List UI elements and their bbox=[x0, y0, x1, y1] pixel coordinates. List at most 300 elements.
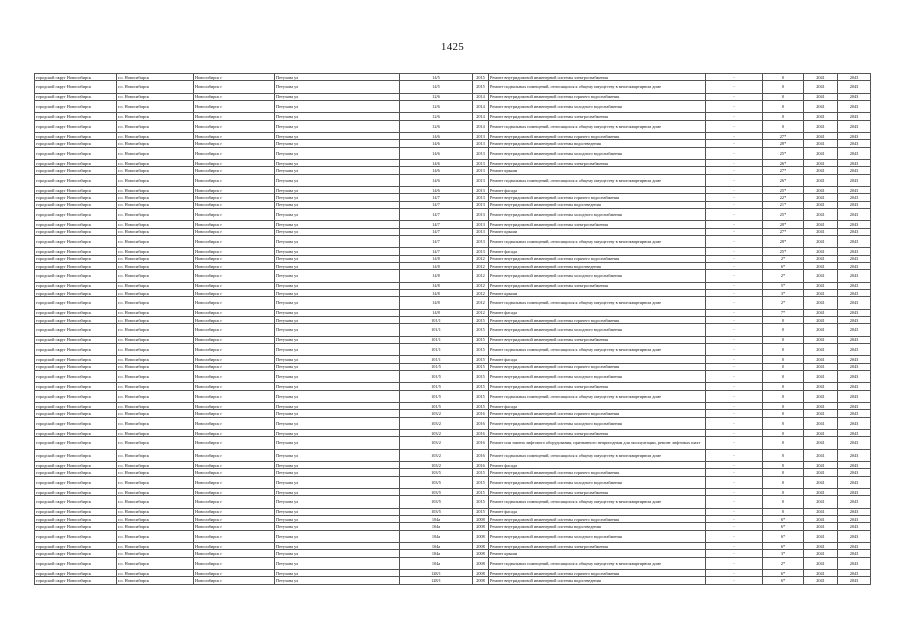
build-year-cell: 2015 bbox=[473, 356, 489, 363]
locality-cell: г.о. Новосибирск bbox=[117, 550, 194, 557]
value-cell: 0 bbox=[763, 390, 804, 402]
value-cell: 0 bbox=[763, 93, 804, 100]
district-cell: городской округ Новосибирск bbox=[35, 208, 117, 220]
work-type-cell: Ремонт внутридомовой инженерной системы электроснабжения bbox=[489, 113, 706, 120]
street-cell: Петухова ул bbox=[275, 417, 400, 429]
locality-cell: г.о. Новосибирск bbox=[117, 356, 194, 363]
locality-cell: г.о. Новосибирск bbox=[117, 410, 194, 417]
period-start-cell: 2041 bbox=[804, 74, 838, 81]
value-cell: 5* bbox=[763, 282, 804, 289]
house-cell: 14/6 bbox=[400, 167, 473, 174]
district-cell: городской округ Новосибирск bbox=[35, 201, 117, 208]
locality-cell: г.о. Новосибирск bbox=[117, 255, 194, 262]
house-cell: 104а bbox=[400, 530, 473, 542]
period-end-cell: 2043 bbox=[838, 228, 871, 235]
period-start-cell: 2041 bbox=[804, 476, 838, 488]
locality-cell: г.о. Новосибирск bbox=[117, 133, 194, 140]
district-cell: городской округ Новосибирск bbox=[35, 147, 117, 159]
work-type-cell: Ремонт подвальных помещений, относящихся к общему имуществу в многоквартирном доме bbox=[489, 343, 706, 355]
table-row bbox=[35, 542, 871, 549]
period-start-cell: 2041 bbox=[804, 569, 838, 576]
district-cell: городской округ Новосибирск bbox=[35, 542, 117, 549]
city-cell: Новосибирск г bbox=[194, 542, 275, 549]
city-cell: Новосибирск г bbox=[194, 74, 275, 81]
dash-cell: - bbox=[706, 133, 763, 140]
district-cell: городской округ Новосибирск bbox=[35, 417, 117, 429]
work-type-cell: Ремонт крыши bbox=[489, 550, 706, 557]
work-type-cell: Ремонт внутридомовой инженерной системы электроснабжения bbox=[489, 336, 706, 343]
period-start-cell: 2041 bbox=[804, 235, 838, 247]
locality-cell: г.о. Новосибирск bbox=[117, 324, 194, 336]
locality-cell: г.о. Новосибирск bbox=[117, 297, 194, 309]
build-year-cell: 2016 bbox=[473, 429, 489, 436]
locality-cell: г.о. Новосибирск bbox=[117, 248, 194, 255]
build-year-cell: 2013 bbox=[473, 248, 489, 255]
city-cell: Новосибирск г bbox=[194, 496, 275, 508]
table-row bbox=[35, 530, 871, 542]
work-type-cell: Ремонт внутридомовой инженерной системы горячего водоснабжения bbox=[489, 93, 706, 100]
period-end-cell: 2043 bbox=[838, 557, 871, 569]
city-cell: Новосибирск г bbox=[194, 140, 275, 147]
city-cell: Новосибирск г bbox=[194, 208, 275, 220]
value-cell: 3* bbox=[763, 289, 804, 296]
value-cell: 0 bbox=[763, 316, 804, 323]
street-cell: Петухова ул bbox=[275, 297, 400, 309]
work-type-cell: Ремонт внутридомовой инженерной системы горячего водоснабжения bbox=[489, 515, 706, 522]
house-cell: 103/5 bbox=[400, 476, 473, 488]
district-cell: городской округ Новосибирск bbox=[35, 363, 117, 370]
work-type-cell: Ремонт подвальных помещений, относящихся к общему имуществу в многоквартирном доме bbox=[489, 449, 706, 461]
dash-cell: - bbox=[706, 93, 763, 100]
table-row bbox=[35, 449, 871, 461]
street-cell: Петухова ул bbox=[275, 363, 400, 370]
city-cell: Новосибирск г bbox=[194, 523, 275, 530]
work-type-cell: Ремонт крыши bbox=[489, 167, 706, 174]
city-cell: Новосибирск г bbox=[194, 81, 275, 93]
period-start-cell: 2041 bbox=[804, 449, 838, 461]
build-year-cell: 2015 bbox=[473, 74, 489, 81]
district-cell: городской округ Новосибирск bbox=[35, 508, 117, 515]
house-cell: 101/5 bbox=[400, 363, 473, 370]
period-start-cell: 2041 bbox=[804, 515, 838, 522]
street-cell: Петухова ул bbox=[275, 550, 400, 557]
dash-cell: - bbox=[706, 100, 763, 112]
work-type-cell: Ремонт внутридомовой инженерной системы горячего водоснабжения bbox=[489, 410, 706, 417]
value-cell: 6* bbox=[763, 515, 804, 522]
house-cell: 14/6 bbox=[400, 147, 473, 159]
work-type-cell: Ремонт внутридомовой инженерной системы холодного водоснабжения bbox=[489, 208, 706, 220]
locality-cell: г.о. Новосибирск bbox=[117, 201, 194, 208]
dash-cell: - bbox=[706, 402, 763, 409]
work-type-cell: Ремонт внутридомовой инженерной системы водоотведения bbox=[489, 577, 706, 584]
street-cell: Петухова ул bbox=[275, 390, 400, 402]
period-start-cell: 2041 bbox=[804, 262, 838, 269]
period-start-cell: 2041 bbox=[804, 113, 838, 120]
value-cell: 6* bbox=[763, 262, 804, 269]
dash-cell: - bbox=[706, 437, 763, 449]
period-start-cell: 2041 bbox=[804, 221, 838, 228]
period-start-cell: 2041 bbox=[804, 363, 838, 370]
street-cell: Петухова ул bbox=[275, 410, 400, 417]
build-year-cell: 2013 bbox=[473, 187, 489, 194]
period-start-cell: 2041 bbox=[804, 208, 838, 220]
city-cell: Новосибирск г bbox=[194, 160, 275, 167]
city-cell: Новосибирск г bbox=[194, 255, 275, 262]
work-type-cell: Ремонт внутридомовой инженерной системы холодного водоснабжения bbox=[489, 417, 706, 429]
value-cell: 6* bbox=[763, 530, 804, 542]
district-cell: городской округ Новосибирск bbox=[35, 140, 117, 147]
dash-cell: - bbox=[706, 262, 763, 269]
period-start-cell: 2041 bbox=[804, 194, 838, 201]
period-end-cell: 2043 bbox=[838, 316, 871, 323]
build-year-cell: 2015 bbox=[473, 390, 489, 402]
period-end-cell: 2043 bbox=[838, 262, 871, 269]
dash-cell: - bbox=[706, 120, 763, 132]
district-cell: городской округ Новосибирск bbox=[35, 228, 117, 235]
street-cell: Петухова ул bbox=[275, 194, 400, 201]
period-start-cell: 2041 bbox=[804, 370, 838, 382]
period-start-cell: 2041 bbox=[804, 93, 838, 100]
locality-cell: г.о. Новосибирск bbox=[117, 93, 194, 100]
dash-cell: - bbox=[706, 81, 763, 93]
dash-cell: - bbox=[706, 449, 763, 461]
district-cell: городской округ Новосибирск bbox=[35, 437, 117, 449]
district-cell: городской округ Новосибирск bbox=[35, 282, 117, 289]
house-cell: 103/5 bbox=[400, 469, 473, 476]
build-year-cell: 2015 bbox=[473, 508, 489, 515]
period-end-cell: 2043 bbox=[838, 402, 871, 409]
period-end-cell: 2043 bbox=[838, 550, 871, 557]
value-cell: 0 bbox=[763, 343, 804, 355]
value-cell: 0 bbox=[763, 100, 804, 112]
table-row bbox=[35, 100, 871, 112]
locality-cell: г.о. Новосибирск bbox=[117, 449, 194, 461]
value-cell: 27* bbox=[763, 228, 804, 235]
period-end-cell: 2043 bbox=[838, 496, 871, 508]
house-cell: 14/7 bbox=[400, 221, 473, 228]
dash-cell: - bbox=[706, 208, 763, 220]
locality-cell: г.о. Новосибирск bbox=[117, 530, 194, 542]
value-cell: 2* bbox=[763, 255, 804, 262]
street-cell: Петухова ул bbox=[275, 160, 400, 167]
work-type-cell: Ремонт внутридомовой инженерной системы электроснабжения bbox=[489, 221, 706, 228]
period-end-cell: 2043 bbox=[838, 356, 871, 363]
period-start-cell: 2041 bbox=[804, 160, 838, 167]
table-row bbox=[35, 363, 871, 370]
house-cell: 14/5 bbox=[400, 74, 473, 81]
work-type-cell: Ремонт внутридомовой инженерной системы холодного водоснабжения bbox=[489, 530, 706, 542]
street-cell: Петухова ул bbox=[275, 81, 400, 93]
build-year-cell: 2013 bbox=[473, 208, 489, 220]
value-cell: 6* bbox=[763, 523, 804, 530]
work-type-cell: Ремонт фасада bbox=[489, 309, 706, 316]
street-cell: Петухова ул bbox=[275, 557, 400, 569]
locality-cell: г.о. Новосибирск bbox=[117, 390, 194, 402]
build-year-cell: 2015 bbox=[473, 363, 489, 370]
dash-cell: - bbox=[706, 356, 763, 363]
house-cell: 101/1 bbox=[400, 336, 473, 343]
locality-cell: г.о. Новосибирск bbox=[117, 270, 194, 282]
locality-cell: г.о. Новосибирск bbox=[117, 282, 194, 289]
period-start-cell: 2041 bbox=[804, 309, 838, 316]
build-year-cell: 2016 bbox=[473, 417, 489, 429]
table-row bbox=[35, 235, 871, 247]
period-end-cell: 2043 bbox=[838, 140, 871, 147]
work-type-cell: Ремонт внутридомовой инженерной системы горячего водоснабжения bbox=[489, 469, 706, 476]
table-row bbox=[35, 569, 871, 576]
dash-cell: - bbox=[706, 383, 763, 390]
build-year-cell: 2016 bbox=[473, 437, 489, 449]
city-cell: Новосибирск г bbox=[194, 120, 275, 132]
house-cell: 103/5 bbox=[400, 496, 473, 508]
period-end-cell: 2043 bbox=[838, 208, 871, 220]
period-end-cell: 2043 bbox=[838, 187, 871, 194]
locality-cell: г.о. Новосибирск bbox=[117, 476, 194, 488]
period-start-cell: 2041 bbox=[804, 289, 838, 296]
district-cell: городской округ Новосибирск bbox=[35, 488, 117, 495]
period-start-cell: 2041 bbox=[804, 248, 838, 255]
city-cell: Новосибирск г bbox=[194, 577, 275, 584]
build-year-cell: 2013 bbox=[473, 167, 489, 174]
period-end-cell: 2043 bbox=[838, 201, 871, 208]
table-row bbox=[35, 410, 871, 417]
locality-cell: г.о. Новосибирск bbox=[117, 370, 194, 382]
work-type-cell: Ремонт фасада bbox=[489, 248, 706, 255]
table-row bbox=[35, 390, 871, 402]
locality-cell: г.о. Новосибирск bbox=[117, 228, 194, 235]
locality-cell: г.о. Новосибирск bbox=[117, 542, 194, 549]
build-year-cell: 2013 bbox=[473, 228, 489, 235]
dash-cell: - bbox=[706, 147, 763, 159]
locality-cell: г.о. Новосибирск bbox=[117, 187, 194, 194]
period-end-cell: 2043 bbox=[838, 248, 871, 255]
house-cell: 103/5 bbox=[400, 488, 473, 495]
dash-cell: - bbox=[706, 228, 763, 235]
work-type-cell: Ремонт внутридомовой инженерной системы горячего водоснабжения bbox=[489, 133, 706, 140]
work-type-cell: Ремонт или замена лифтового оборудования, признанного непригодным для эксплуатации, ремонт лифтовых шахт bbox=[489, 437, 706, 449]
locality-cell: г.о. Новосибирск bbox=[117, 577, 194, 584]
street-cell: Петухова ул bbox=[275, 569, 400, 576]
period-end-cell: 2043 bbox=[838, 476, 871, 488]
period-start-cell: 2041 bbox=[804, 577, 838, 584]
district-cell: городской округ Новосибирск bbox=[35, 324, 117, 336]
district-cell: городской округ Новосибирск bbox=[35, 160, 117, 167]
work-type-cell: Ремонт фасада bbox=[489, 187, 706, 194]
work-type-cell: Ремонт внутридомовой инженерной системы электроснабжения bbox=[489, 429, 706, 436]
table-body bbox=[35, 74, 871, 585]
period-start-cell: 2041 bbox=[804, 201, 838, 208]
district-cell: городской округ Новосибирск bbox=[35, 523, 117, 530]
table-row bbox=[35, 140, 871, 147]
dash-cell: - bbox=[706, 390, 763, 402]
table-row bbox=[35, 174, 871, 186]
period-start-cell: 2041 bbox=[804, 167, 838, 174]
value-cell: 28* bbox=[763, 221, 804, 228]
work-type-cell: Ремонт внутридомовой инженерной системы горячего водоснабжения bbox=[489, 569, 706, 576]
street-cell: Петухова ул bbox=[275, 449, 400, 461]
value-cell: 0 bbox=[763, 324, 804, 336]
value-cell: 2* bbox=[763, 557, 804, 569]
value-cell: 0 bbox=[763, 429, 804, 436]
build-year-cell: 2013 bbox=[473, 194, 489, 201]
table-row bbox=[35, 289, 871, 296]
period-start-cell: 2041 bbox=[804, 147, 838, 159]
table-row bbox=[35, 282, 871, 289]
period-end-cell: 2043 bbox=[838, 74, 871, 81]
build-year-cell: 2012 bbox=[473, 255, 489, 262]
dash-cell: - bbox=[706, 469, 763, 476]
period-start-cell: 2041 bbox=[804, 402, 838, 409]
work-type-cell: Ремонт подвальных помещений, относящихся к общему имуществу в многоквартирном доме bbox=[489, 297, 706, 309]
house-cell: 14/6 bbox=[400, 174, 473, 186]
build-year-cell: 2013 bbox=[473, 221, 489, 228]
house-cell: 14/6 bbox=[400, 140, 473, 147]
period-start-cell: 2041 bbox=[804, 324, 838, 336]
district-cell: городской округ Новосибирск bbox=[35, 343, 117, 355]
house-cell: 12/6 bbox=[400, 113, 473, 120]
capital-repair-table bbox=[34, 73, 871, 585]
locality-cell: г.о. Новосибирск bbox=[117, 316, 194, 323]
build-year-cell: 2015 bbox=[473, 383, 489, 390]
city-cell: Новосибирск г bbox=[194, 194, 275, 201]
build-year-cell: 2015 bbox=[473, 476, 489, 488]
house-cell: 101/1 bbox=[400, 343, 473, 355]
city-cell: Новосибирск г bbox=[194, 336, 275, 343]
locality-cell: г.о. Новосибирск bbox=[117, 469, 194, 476]
locality-cell: г.о. Новосибирск bbox=[117, 262, 194, 269]
street-cell: Петухова ул bbox=[275, 402, 400, 409]
period-end-cell: 2043 bbox=[838, 515, 871, 522]
period-end-cell: 2043 bbox=[838, 297, 871, 309]
period-start-cell: 2041 bbox=[804, 550, 838, 557]
value-cell: 0 bbox=[763, 363, 804, 370]
work-type-cell: Ремонт фасада bbox=[489, 508, 706, 515]
street-cell: Петухова ул bbox=[275, 496, 400, 508]
city-cell: Новосибирск г bbox=[194, 309, 275, 316]
street-cell: Петухова ул bbox=[275, 515, 400, 522]
locality-cell: г.о. Новосибирск bbox=[117, 174, 194, 186]
value-cell: 0 bbox=[763, 402, 804, 409]
work-type-cell: Ремонт внутридомовой инженерной системы холодного водоснабжения bbox=[489, 100, 706, 112]
locality-cell: г.о. Новосибирск bbox=[117, 437, 194, 449]
table-row bbox=[35, 167, 871, 174]
district-cell: городской округ Новосибирск bbox=[35, 557, 117, 569]
build-year-cell: 2013 bbox=[473, 160, 489, 167]
value-cell: 7* bbox=[763, 309, 804, 316]
value-cell: 0 bbox=[763, 356, 804, 363]
table-row bbox=[35, 488, 871, 495]
work-type-cell: Ремонт внутридомовой инженерной системы электроснабжения bbox=[489, 488, 706, 495]
city-cell: Новосибирск г bbox=[194, 437, 275, 449]
build-year-cell: 2008 bbox=[473, 530, 489, 542]
period-end-cell: 2043 bbox=[838, 100, 871, 112]
house-cell: 14/7 bbox=[400, 194, 473, 201]
dash-cell: - bbox=[706, 530, 763, 542]
table-row bbox=[35, 74, 871, 81]
street-cell: Петухова ул bbox=[275, 437, 400, 449]
value-cell: 28* bbox=[763, 140, 804, 147]
value-cell: 0 bbox=[763, 476, 804, 488]
district-cell: городской округ Новосибирск bbox=[35, 262, 117, 269]
city-cell: Новосибирск г bbox=[194, 370, 275, 382]
house-cell: 14/7 bbox=[400, 248, 473, 255]
work-type-cell: Ремонт подвальных помещений, относящихся к общему имуществу в многоквартирном доме bbox=[489, 557, 706, 569]
value-cell: 22* bbox=[763, 194, 804, 201]
period-start-cell: 2041 bbox=[804, 530, 838, 542]
work-type-cell: Ремонт внутридомовой инженерной системы электроснабжения bbox=[489, 282, 706, 289]
work-type-cell: Ремонт внутридомовой инженерной системы электроснабжения bbox=[489, 383, 706, 390]
dash-cell: - bbox=[706, 569, 763, 576]
district-cell: городской округ Новосибирск bbox=[35, 476, 117, 488]
street-cell: Петухова ул bbox=[275, 174, 400, 186]
street-cell: Петухова ул bbox=[275, 309, 400, 316]
district-cell: городской округ Новосибирск bbox=[35, 569, 117, 576]
value-cell: 25* bbox=[763, 147, 804, 159]
locality-cell: г.о. Новосибирск bbox=[117, 113, 194, 120]
district-cell: городской округ Новосибирск bbox=[35, 297, 117, 309]
value-cell: 0 bbox=[763, 370, 804, 382]
district-cell: городской округ Новосибирск bbox=[35, 390, 117, 402]
street-cell: Петухова ул bbox=[275, 370, 400, 382]
locality-cell: г.о. Новосибирск bbox=[117, 383, 194, 390]
district-cell: городской округ Новосибирск bbox=[35, 100, 117, 112]
value-cell: 0 bbox=[763, 120, 804, 132]
dash-cell: - bbox=[706, 577, 763, 584]
period-end-cell: 2043 bbox=[838, 508, 871, 515]
work-type-cell: Ремонт фасада bbox=[489, 402, 706, 409]
table-row bbox=[35, 557, 871, 569]
dash-cell: - bbox=[706, 194, 763, 201]
street-cell: Петухова ул bbox=[275, 228, 400, 235]
locality-cell: г.о. Новосибирск bbox=[117, 336, 194, 343]
value-cell: 0 bbox=[763, 449, 804, 461]
locality-cell: г.о. Новосибирск bbox=[117, 461, 194, 468]
street-cell: Петухова ул bbox=[275, 208, 400, 220]
build-year-cell: 2014 bbox=[473, 113, 489, 120]
period-end-cell: 2043 bbox=[838, 569, 871, 576]
locality-cell: г.о. Новосибирск bbox=[117, 569, 194, 576]
value-cell: 0 bbox=[763, 336, 804, 343]
house-cell: 103/2 bbox=[400, 429, 473, 436]
period-end-cell: 2043 bbox=[838, 167, 871, 174]
build-year-cell: 2008 bbox=[473, 523, 489, 530]
period-end-cell: 2043 bbox=[838, 174, 871, 186]
dash-cell: - bbox=[706, 508, 763, 515]
locality-cell: г.о. Новосибирск bbox=[117, 343, 194, 355]
street-cell: Петухова ул bbox=[275, 523, 400, 530]
street-cell: Петухова ул bbox=[275, 100, 400, 112]
build-year-cell: 2015 bbox=[473, 469, 489, 476]
house-cell: 14/8 bbox=[400, 282, 473, 289]
city-cell: Новосибирск г bbox=[194, 550, 275, 557]
street-cell: Петухова ул bbox=[275, 235, 400, 247]
period-end-cell: 2043 bbox=[838, 390, 871, 402]
city-cell: Новосибирск г bbox=[194, 235, 275, 247]
period-start-cell: 2041 bbox=[804, 496, 838, 508]
locality-cell: г.о. Новосибирск bbox=[117, 221, 194, 228]
street-cell: Петухова ул bbox=[275, 461, 400, 468]
house-cell: 101/1 bbox=[400, 316, 473, 323]
street-cell: Петухова ул bbox=[275, 282, 400, 289]
district-cell: городской округ Новосибирск bbox=[35, 289, 117, 296]
street-cell: Петухова ул bbox=[275, 113, 400, 120]
locality-cell: г.о. Новосибирск bbox=[117, 100, 194, 112]
house-cell: 14/6 bbox=[400, 187, 473, 194]
dash-cell: - bbox=[706, 174, 763, 186]
dash-cell: - bbox=[706, 297, 763, 309]
dash-cell: - bbox=[706, 248, 763, 255]
street-cell: Петухова ул bbox=[275, 488, 400, 495]
